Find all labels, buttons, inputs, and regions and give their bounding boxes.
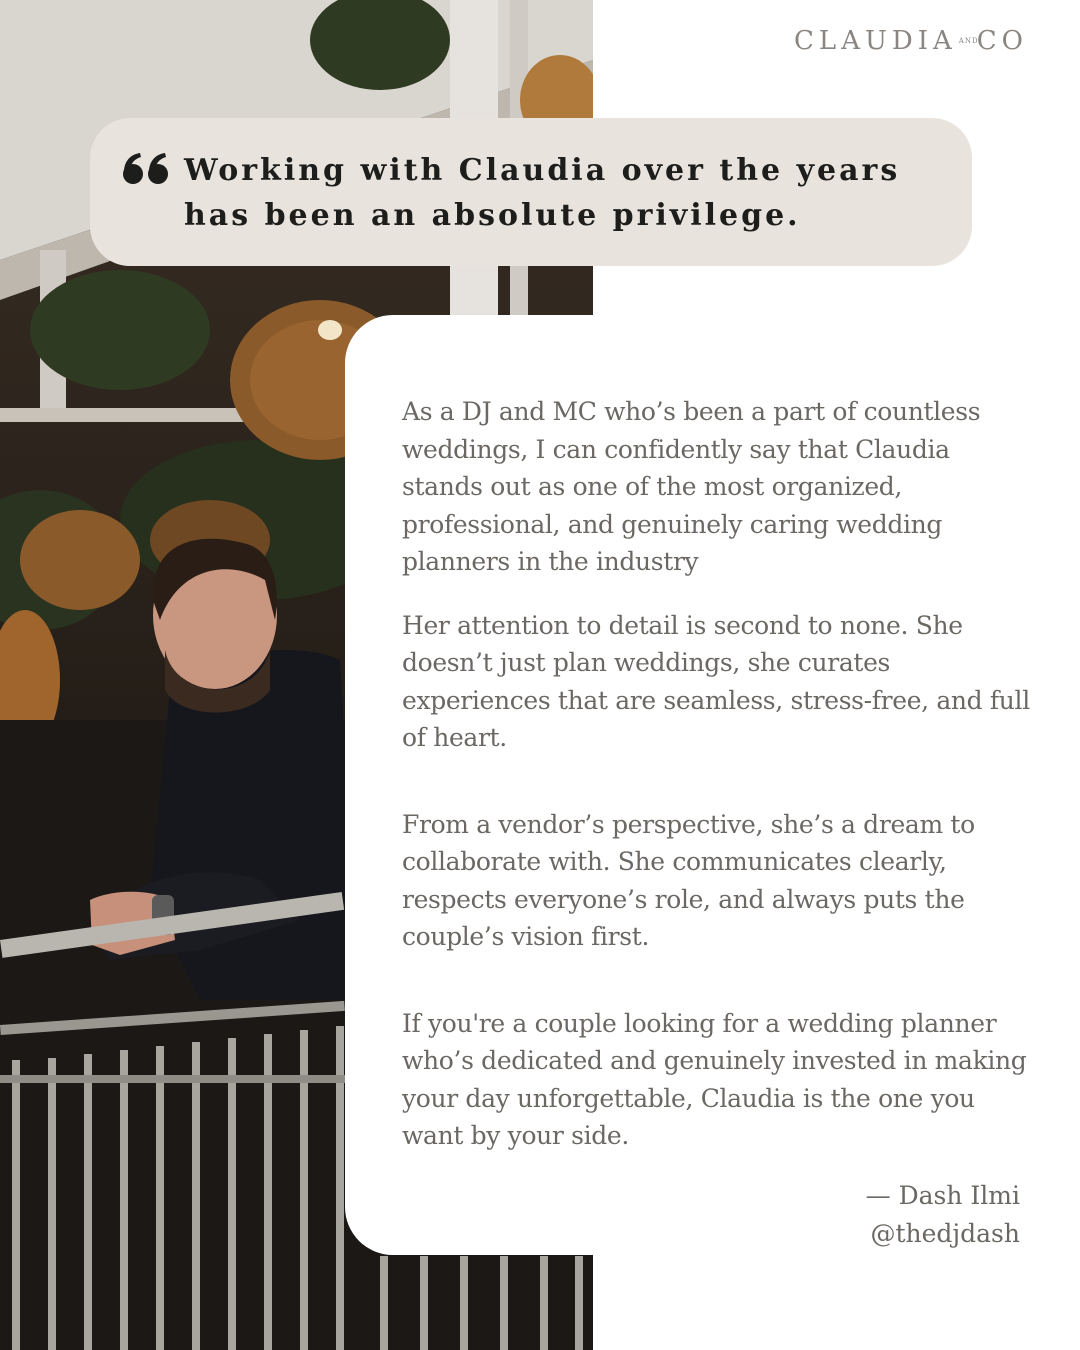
headline-line-1: Working with Claudia over the years	[184, 153, 901, 188]
author-name: — Dash Ilmi	[865, 1180, 1020, 1210]
brand-name-left: CLAUDIA	[794, 26, 957, 56]
author-handle: @thedjdash	[870, 1218, 1020, 1248]
testimonial-paragraph-1: As a DJ and MC who’s been a part of countless weddings, I can confidently say that Claudia stands out as one of the most organized, professional, and genuinely caring wedding planners in the industry	[402, 397, 981, 576]
headline-line-2: has been an absolute privilege.	[184, 198, 801, 233]
brand-name-and: AND	[958, 36, 979, 45]
testimonial-paragraph-4: If you're a couple looking for a wedding planner who’s dedicated and genuinely invested in making your day unforgettable, Claudia is the one you want by your side.	[402, 1008, 1027, 1150]
double-quote-icon	[122, 152, 170, 190]
testimonial-card	[345, 315, 1080, 1255]
testimonial-paragraph-2: Her attention to detail is second to none. She doesn’t just plan weddings, she curates experiences that are seamless, stress-free, and full of heart.	[402, 610, 1030, 752]
testimonial-paragraph-3: From a vendor’s perspective, she’s a dream to collaborate with. She communicates clearly, respects everyone’s role, and always puts the couple’s vision first.	[402, 809, 975, 951]
brand-logo	[794, 26, 1028, 56]
testimonial-signature	[402, 1177, 1030, 1253]
headline	[184, 148, 900, 238]
headline-quote-pill	[90, 118, 972, 266]
brand-name-right: CO	[976, 26, 1028, 56]
